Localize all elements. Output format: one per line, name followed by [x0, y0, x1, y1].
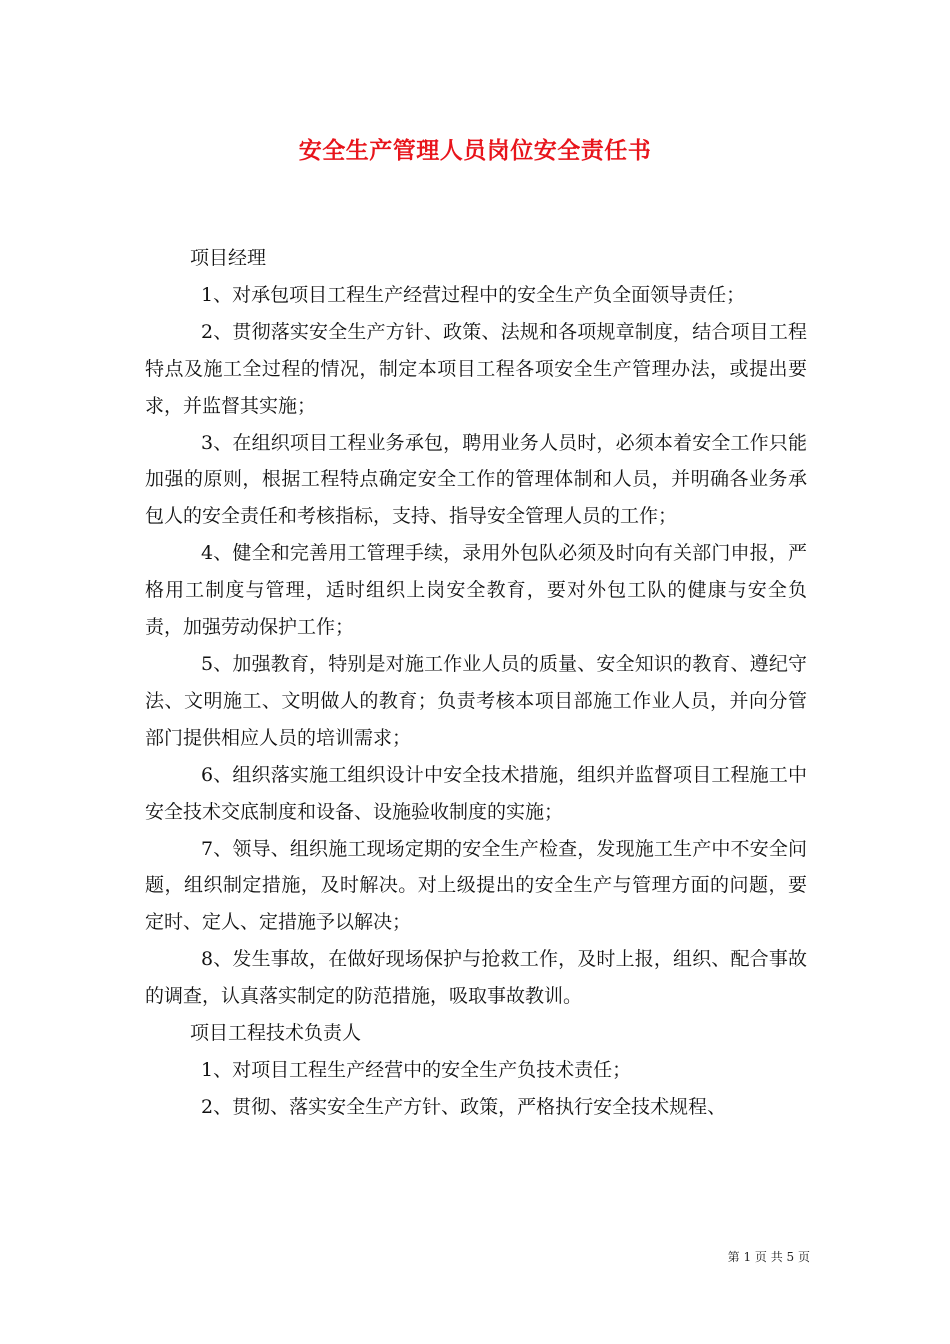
section-heading-project-manager: 项目经理: [190, 247, 267, 269]
page-number: 第 1 页 共 5 页: [727, 1250, 810, 1264]
paragraph: 2、贯彻落实安全生产方针、政策、法规和各项规章制度，结合项目工程特点及施工全过程的情况，制定本项目工程各项安全生产管理办法，或提出要求，并监督其实施；: [145, 320, 807, 417]
paragraph: 7、领导、组织施工现场定期的安全生产检查，发现施工生产中不安全问题，组织制定措施，及时解决。对上级提出的安全生产与管理方面的问题，要定时、定人、定措施予以解决；: [145, 837, 807, 934]
paragraph: 1、对承包项目工程生产经营过程中的安全生产负全面领导责任；: [201, 283, 746, 306]
paragraph: 4、健全和完善用工管理手续，录用外包队必须及时向有关部门申报，严格用工制度与管理，适时组织上岗安全教育，要对外包工队的健康与安全负责，加强劳动保护工作；: [145, 542, 807, 639]
paragraph: 1、对项目工程生产经营中的安全生产负技术责任；: [201, 1058, 632, 1081]
paragraph: 5、加强教育，特别是对施工作业人员的质量、安全知识的教育、遵纪守法、文明施工、文明做人的教育；负责考核本项目部施工作业人员，并向分管部门提供相应人员的培训需求；: [145, 652, 807, 749]
document-body: [145, 240, 807, 1126]
paragraph: 6、组织落实施工组织设计中安全技术措施，组织并监督项目工程施工中安全技术交底制度和设备、设施验收制度的实施；: [145, 763, 807, 823]
paragraph: 3、在组织项目工程业务承包，聘用业务人员时，必须本着安全工作只能加强的原则，根据工程特点确定安全工作的管理体制和人员，并明确各业务承包人的安全责任和考核指标，支持、指导安全管理人员的工作；: [145, 431, 807, 528]
paragraph: 2、贯彻、落实安全生产方针、政策，严格执行安全技术规程、: [201, 1095, 727, 1118]
paragraph: 8、发生事故，在做好现场保护与抢救工作，及时上报，组织、配合事故的调查，认真落实制定的防范措施，吸取事故教训。: [145, 948, 807, 1008]
section-heading-technical-lead: 项目工程技术负责人: [190, 1022, 362, 1045]
document-title: 安全生产管理人员岗位安全责任书: [298, 137, 652, 164]
